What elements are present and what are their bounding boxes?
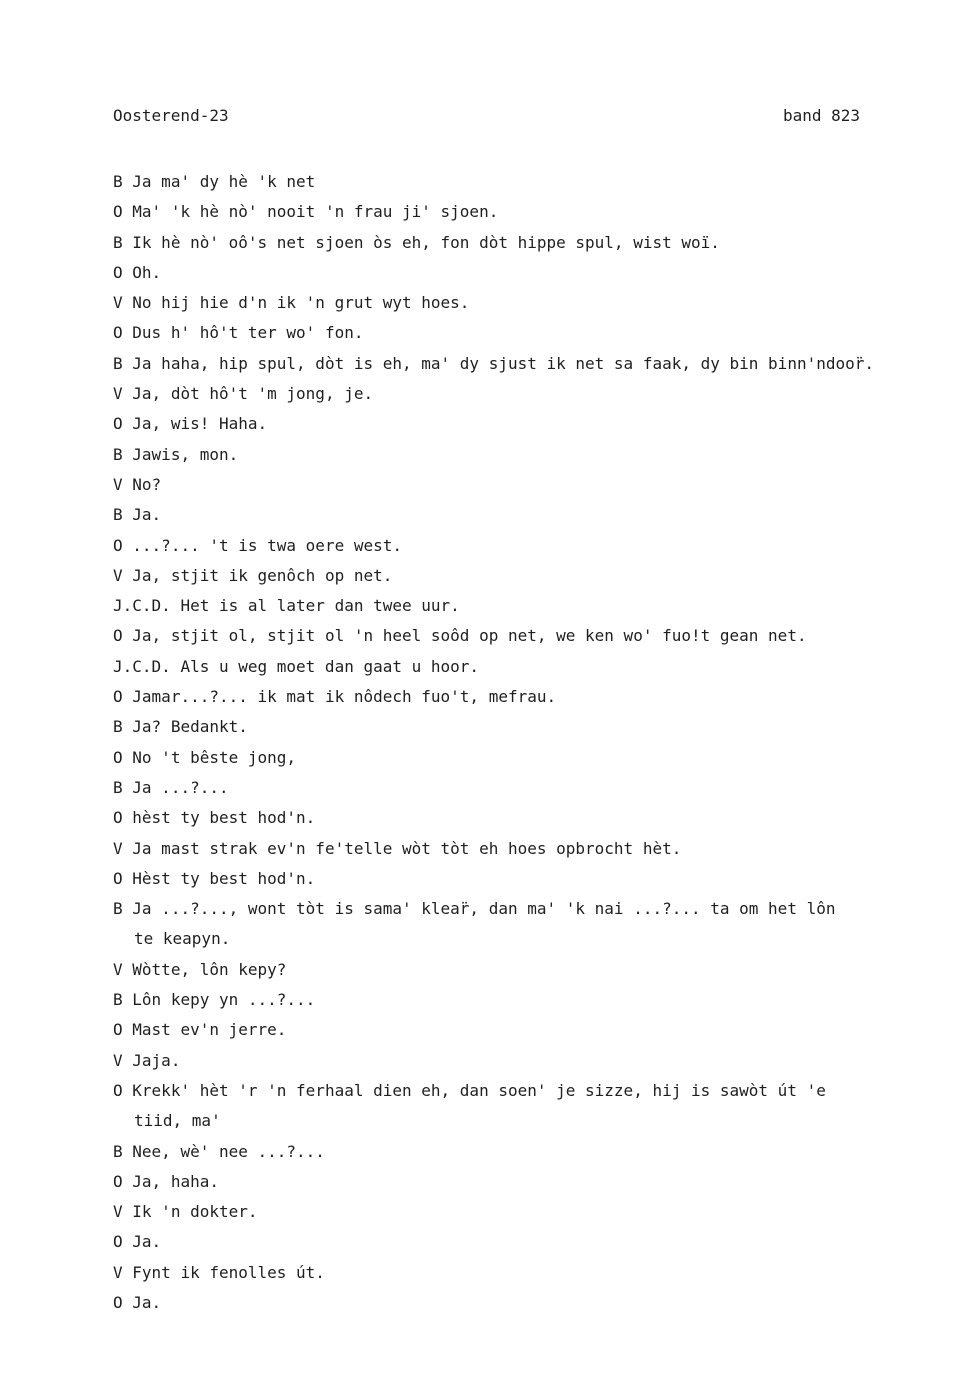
utterance-text: Ja ...?... <box>132 777 229 797</box>
speaker-label: O <box>113 202 123 222</box>
transcript-line <box>113 258 958 288</box>
utterance-text: Jawis, mon. <box>132 444 239 464</box>
speaker-label: O <box>113 1171 123 1191</box>
transcript-line <box>113 1258 958 1288</box>
utterance-text: Ja haha, hip spul, dòt is eh, ma' dy sjust ik net sa faak, dy bin binn'ndoor̈. <box>132 353 875 373</box>
transcript-line <box>113 409 958 439</box>
transcript-line <box>113 1137 958 1167</box>
utterance-text: Ja, stjit ol, stjit ol 'n heel soôd op net, we ken wo' fuo!t gean net. <box>132 626 807 646</box>
utterance-text: hèst ty best hod'n. <box>132 808 316 828</box>
speaker-label: B <box>113 899 123 919</box>
transcript-line <box>113 1288 958 1318</box>
transcript-line <box>113 591 958 621</box>
speaker-label: O <box>113 808 123 828</box>
transcript-line <box>113 1046 958 1076</box>
utterance-text: Ja, wis! Haha. <box>132 414 268 434</box>
speaker-label: O <box>113 414 123 434</box>
speaker-label: B <box>113 505 123 525</box>
utterance-text: Ja ...?..., wont tòt is sama' klear̈, dan ma' 'k nai ...?... ta om het lôn <box>132 899 836 919</box>
utterance-text: Oh. <box>132 262 162 282</box>
utterance-text: Mast ev'n jerre. <box>132 1020 287 1040</box>
utterance-text: No? <box>132 474 162 494</box>
utterance-text: ...?... 't is twa oere west. <box>132 535 402 555</box>
speaker-label: O <box>113 1292 123 1312</box>
utterance-text: Ja ma' dy hè 'k net <box>132 172 316 191</box>
speaker-label: B <box>113 777 123 797</box>
transcript-continuation-line <box>113 1106 958 1136</box>
speaker-label: O <box>113 1232 123 1252</box>
speaker-label: O <box>113 868 123 888</box>
transcript-line <box>113 531 958 561</box>
transcript-line <box>113 379 958 409</box>
speaker-label: B <box>113 232 123 252</box>
utterance-text: Ja? Bedankt. <box>132 717 248 737</box>
transcript-line <box>113 955 958 985</box>
utterance-text: tiid, ma' <box>134 1111 221 1131</box>
transcript-line <box>113 1197 958 1227</box>
utterance-text: Fynt ik fenolles út. <box>132 1262 325 1282</box>
tape-number-label: band 823 <box>783 106 861 125</box>
transcript-line <box>113 1167 958 1197</box>
speaker-label: V <box>113 838 123 858</box>
speaker-label: O <box>113 1080 123 1100</box>
transcript-line <box>113 743 958 773</box>
speaker-label: V <box>113 1050 123 1070</box>
utterance-text: Ma' 'k hè nò' nooit 'n frau ji' sjoen. <box>132 202 499 222</box>
speaker-label: O <box>113 1020 123 1040</box>
transcript-line <box>113 864 958 894</box>
transcript-line <box>113 197 958 227</box>
utterance-text: Jamar...?... ik mat ik nôdech fuo't, mefrau. <box>132 687 557 707</box>
speaker-label: B <box>113 990 123 1010</box>
speaker-label: J.C.D. <box>113 596 171 616</box>
speaker-label: B <box>113 1141 123 1161</box>
transcript-line <box>113 318 958 348</box>
speaker-label: V <box>113 384 123 404</box>
transcript-line <box>113 167 958 197</box>
utterance-text: Ja mast strak ev'n fe'telle wòt tòt eh hoes opbrocht hèt. <box>132 838 682 858</box>
speaker-label: V <box>113 474 123 494</box>
utterance-text: Krekk' hèt 'r 'n ferhaal dien eh, dan soen' je sizze, hij is sawòt út 'e <box>132 1080 826 1100</box>
utterance-text: Als u weg moet dan gaat u hoor. <box>180 656 480 676</box>
utterance-text: Nee, wè' nee ...?... <box>132 1141 325 1161</box>
utterance-text: Ja, stjit ik genôch op net. <box>132 565 393 585</box>
speaker-label: O <box>113 262 123 282</box>
speaker-label: V <box>113 1202 123 1222</box>
transcript-line <box>113 228 958 258</box>
speaker-label: B <box>113 444 123 464</box>
utterance-text: Ja, dòt hô't 'm jong, je. <box>132 384 374 404</box>
utterance-text: Lôn kepy yn ...?... <box>132 990 316 1010</box>
speaker-label: O <box>113 535 123 555</box>
speaker-label: B <box>113 172 123 191</box>
transcript-body <box>113 167 958 1318</box>
speaker-label: O <box>113 323 123 343</box>
transcript-line <box>113 288 958 318</box>
speaker-label: V <box>113 959 123 979</box>
utterance-text: Jaja. <box>132 1050 181 1070</box>
utterance-text: Ja. <box>132 1292 162 1312</box>
utterance-text: Het is al later dan twee uur. <box>180 596 460 616</box>
transcript-continuation-line <box>113 924 958 954</box>
transcript-line <box>113 621 958 651</box>
speaker-label: J.C.D. <box>113 656 171 676</box>
transcript-line <box>113 985 958 1015</box>
transcript-line <box>113 773 958 803</box>
utterance-text: No hij hie d'n ik 'n grut wyt hoes. <box>132 293 470 313</box>
transcript-line <box>113 440 958 470</box>
speaker-label: V <box>113 565 123 585</box>
transcript-line <box>113 1015 958 1045</box>
speaker-label: V <box>113 293 123 313</box>
utterance-text: te keapyn. <box>134 929 231 949</box>
transcript-line <box>113 561 958 591</box>
utterance-text: Ik 'n dokter. <box>132 1202 258 1222</box>
utterance-text: Ja. <box>132 505 162 525</box>
speaker-label: B <box>113 353 123 373</box>
transcript-line <box>113 682 958 712</box>
utterance-text: Ja, haha. <box>132 1171 219 1191</box>
transcript-line <box>113 894 958 924</box>
speaker-label: O <box>113 687 123 707</box>
transcript-line <box>113 500 958 530</box>
utterance-text: No 't bêste jong, <box>132 747 297 767</box>
speaker-label: O <box>113 626 123 646</box>
document-location-label: Oosterend-23 <box>113 106 229 125</box>
utterance-text: Ik hè nò' oô's net sjoen òs eh, fon dòt hippe spul, wist woï. <box>132 232 720 252</box>
transcript-line <box>113 349 958 379</box>
transcript-line <box>113 470 958 500</box>
speaker-label: O <box>113 747 123 767</box>
transcript-line <box>113 1227 958 1257</box>
transcript-line <box>113 652 958 682</box>
transcript-line <box>113 803 958 833</box>
utterance-text: Hèst ty best hod'n. <box>132 868 316 888</box>
transcript-line <box>113 712 958 742</box>
utterance-text: Wòtte, lôn kepy? <box>132 959 287 979</box>
speaker-label: B <box>113 717 123 737</box>
speaker-label: V <box>113 1262 123 1282</box>
transcript-line <box>113 834 958 864</box>
transcript-line <box>113 1076 958 1106</box>
utterance-text: Dus h' hô't ter wo' fon. <box>132 323 364 343</box>
utterance-text: Ja. <box>132 1232 162 1252</box>
